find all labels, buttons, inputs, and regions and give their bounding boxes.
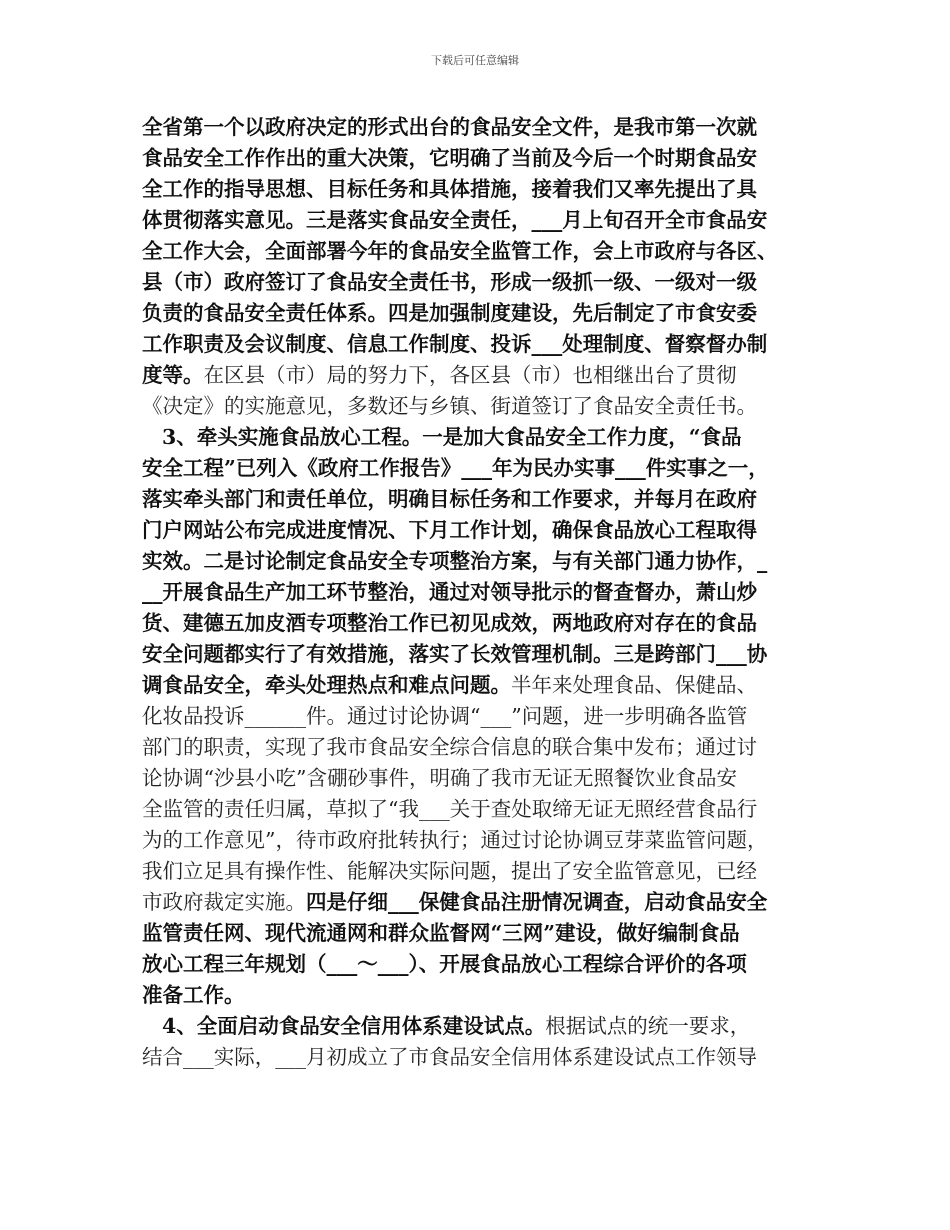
bold-text: 调食品安全，牵头处理热点和难点问题。 — [142, 673, 511, 697]
text-line — [142, 794, 812, 824]
text-line — [162, 422, 812, 452]
normal-text: 论协调“沙县小吃”含硼砂事件，明确了我市无证无照餐饮业食品安 — [142, 766, 737, 790]
text-line — [162, 1011, 812, 1041]
bold-text: 工作职责及会议制度、信息工作制度、投诉___处理制度、督察督办制 — [142, 332, 768, 356]
normal-text: 市政府裁定实施。 — [142, 890, 306, 914]
text-line — [142, 174, 812, 204]
bold-text-tail: 四是仔细___保健食品注册情况调查，启动食品安全 — [306, 890, 768, 914]
text-line — [142, 608, 812, 638]
text-line — [142, 391, 812, 421]
text-line — [142, 112, 812, 142]
bold-text: 县（市）政府签订了食品安全责任书，形成一级抓一级、一级对一级 — [142, 270, 757, 294]
text-line — [142, 825, 812, 855]
text-line — [142, 205, 812, 235]
text-line — [142, 577, 812, 607]
text-line — [142, 639, 812, 669]
bold-text: 全工作的指导思想、目标任务和具体措施，接着我们又率先提出了具 — [142, 177, 757, 201]
text-line — [142, 918, 812, 948]
bold-text: 安全工程”已列入《政府工作报告》___年为民办实事___件实事之一， — [142, 456, 769, 480]
page-header: 下载后可任意编辑 — [431, 54, 519, 67]
text-line — [142, 670, 812, 700]
text-line — [142, 329, 812, 359]
text-line — [142, 298, 812, 328]
bold-text: 安全问题都实行了有效措施，落实了长效管理机制。三是跨部门___协 — [142, 642, 768, 666]
text-line — [142, 887, 812, 917]
bold-text: 全工作大会，全面部署今年的食品安全监管工作，会上市政府与各区、 — [142, 239, 778, 263]
text-line — [142, 701, 812, 731]
bold-text: 4、全面启动食品安全信用体系建设试点。 — [162, 1014, 546, 1038]
bold-text: 实效。二是讨论制定食品安全专项整治方案，与有关部门通力协作，_ — [142, 549, 768, 573]
normal-text: 为的工作意见”，待市政府批转执行；通过讨论协调豆芽菜监管问题， — [142, 828, 768, 852]
text-line — [142, 1042, 812, 1072]
bold-text: 负责的食品安全责任体系。四是加强制度建设，先后制定了市食安委 — [142, 301, 757, 325]
text-line — [142, 267, 812, 297]
bold-text: 体贯彻落实意见。三是落实食品安全责任，___月上旬召开全市食品安 — [142, 208, 768, 232]
normal-text: 全监管的责任归属，草拟了“我___关于查处取缔无证无照经营食品行 — [142, 797, 758, 821]
text-line — [142, 856, 812, 886]
normal-text: 化妆品投诉______件。通过讨论协调“___”问题，进一步明确各监管 — [142, 704, 748, 728]
text-line — [142, 360, 812, 390]
normal-text: 半年来处理食品、保健品、 — [511, 673, 757, 697]
bold-text: 全省第一个以政府决定的形式出台的食品安全文件，是我市第一次就 — [142, 115, 757, 139]
bold-text: 3、牵头实施食品放心工程。一是加大食品安全工作力度，“食品 — [162, 425, 742, 449]
text-line — [142, 732, 812, 762]
text-line — [142, 236, 812, 266]
normal-text: 部门的职责，实现了我市食品安全综合信息的联合集中发布；通过讨 — [142, 735, 757, 759]
text-line — [142, 980, 812, 1010]
bold-text: 监管责任网、现代流通网和群众监督网“三网”建设，做好编制食品 — [142, 921, 740, 945]
text-line — [142, 515, 812, 545]
normal-text: 在区县（市）局的努力下，各区县（市）也相继出台了贯彻 — [203, 363, 737, 387]
text-line — [142, 143, 812, 173]
bold-text: 门户网站公布完成进度情况、下月工作计划，确保食品放心工程取得 — [142, 518, 757, 542]
text-line — [142, 949, 812, 979]
text-line — [142, 763, 812, 793]
text-line — [142, 484, 812, 514]
bold-text: 落实牵头部门和责任单位，明确目标任务和工作要求，并每月在政府 — [142, 487, 757, 511]
bold-text: 放心工程三年规划（___～___）、开展食品放心工程综合评价的各项 — [142, 952, 747, 976]
bold-text: 准备工作。 — [142, 983, 245, 1007]
bold-text: 食品安全工作作出的重大决策，它明确了当前及今后一个时期食品安 — [142, 146, 757, 170]
bold-text: 货、建德五加皮酒专项整治工作已初见成效，两地政府对存在的食品 — [142, 611, 757, 635]
normal-text: 我们立足具有操作性、能解决实际问题，提出了安全监管意见，已经 — [142, 859, 757, 883]
normal-text: 《决定》的实施意见，多数还与乡镇、街道签订了食品安全责任书。 — [142, 394, 757, 418]
text-line — [142, 546, 812, 576]
normal-text: 根据试点的统一要求， — [545, 1014, 751, 1038]
bold-text: 度等。 — [142, 363, 204, 387]
normal-text: 结合___实际，___月初成立了市食品安全信用体系建设试点工作领导 — [142, 1045, 757, 1069]
text-line — [142, 453, 812, 483]
bold-text: __开展食品生产加工环节整治，通过对领导批示的督查督办，萧山炒 — [142, 580, 757, 604]
